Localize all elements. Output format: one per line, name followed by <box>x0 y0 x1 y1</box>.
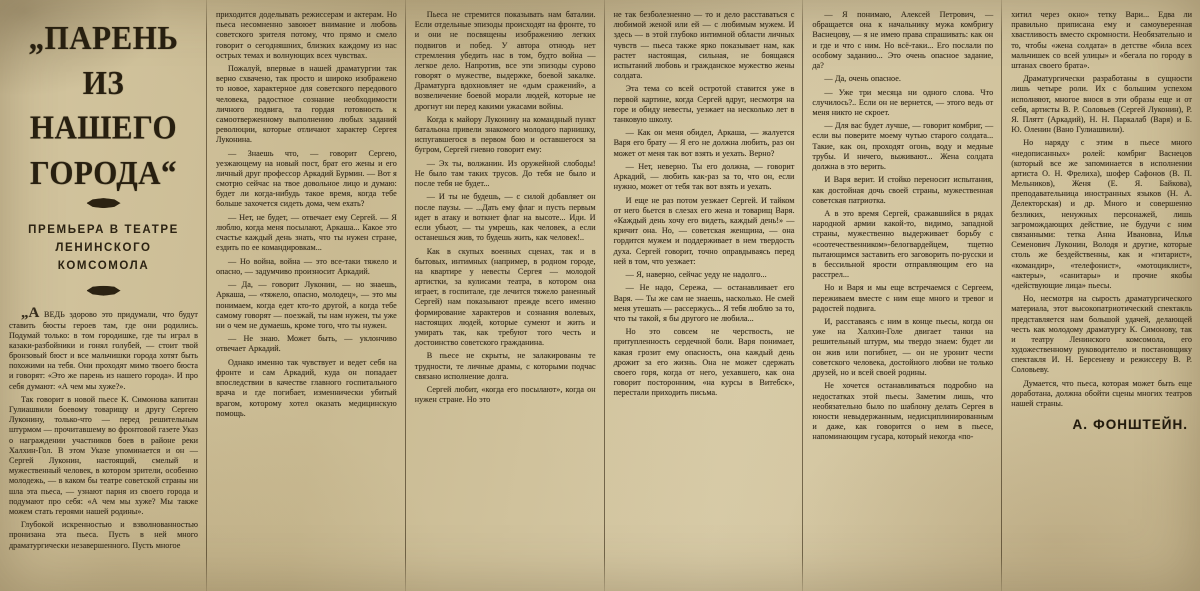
paragraph: Однако именно так чувствует и ведет себя на фронте и сам Аркадий, куда он попадает впоследствии в качестве главного госпитального врача и где погибает, изменнически убитый врагом, которому хотел оказать медицинскую помощь. <box>216 357 397 418</box>
article-body-column-5 <box>812 10 993 442</box>
paragraph: Но, несмотря на сырость драматургического материала, этот высокопатриотический спектакль представляется нам большой удачей, делающей честь как молодому драматургу К. Симонову, так и театру Ленинского комсомола, его художественному руководителю и постановщику спектакля И. Н. Берсеневу и режиссеру В. Р. Соловьеву. <box>1011 294 1192 375</box>
paragraph: Так говорит в новой пьесе К. Симонова капитан Гулиашвили боевому товарищу и другу Сергею Луконину, только-что — перед решительным штурмом — прочитавшему во фронтовой газете Указ о награждении участников боев в районе реки Халхин-Гол. В этом Указе упоминается и он — Сергей Луконин, настоящий, смелый и мужественный человек, в котором зрители, особенно молодежь, — в каком бы театре советской страны ни шла эта пьеса, — узнают парня из своего города и подумают про себя: «А чем мы хуже? Мы также можем стать героями нашей родины». <box>9 394 198 516</box>
paragraph: — Как он меня обидел, Аркаша, — жалуется Варя его брату — Я его не должна любить, раз он может от меня так вот взять и уехать. Верно? <box>613 128 795 158</box>
title-line-2: ИЗ НАШЕГО <box>29 63 178 147</box>
paragraph: — Не надо, Сережа, — останавливает его Варя. — Ты же сам не знаешь, насколько. Не смей меня утешать — рассержусь... Я тебя люблю за то, что ты такой, я бы другого не любила... <box>613 283 795 323</box>
paragraph: — Знаешь что, — говорит Сергею, уезжающему на новый пост, брат его жены и его личный друг профессор Аркадий Бурмин. — Вот я смотрю сейчас на твое довольное лицо и думаю: будет ли когда-нибудь такое время, когда тебе больше захочется сидеть дома, чем ехать? <box>216 148 397 209</box>
article-title <box>9 15 198 194</box>
paragraph: Пьеса не стремится показывать нам баталии. Если отдельные эпизоды происходят на фронте, то и они не посвящены изображению легких подвигов и побед. У автора отнюдь нет стремления убедить нас в том, будто война — легкое дело. Напротив, все эти эпизоды сурово говорят о мужестве, выдержке, боевой закалке. Драматурга вдохновляет не «дым сражений», а возвеличение боевой морали людей, которые не дрогнут ни перед какими ужасами войны. <box>414 10 596 111</box>
paragraph: Эта тема со всей остротой ставится уже в первой картине, когда Сергей вдруг, несмотря на горе и обиду невесты, уезжает на несколько лет в танковую школу. <box>613 84 795 124</box>
article-body-column-4 <box>614 10 795 399</box>
paragraph: Думается, что пьеса, которая может быть еще доработана, должна обойти сцены многих театров нашей страны. <box>1011 378 1192 409</box>
paragraph: — И ты не будешь, — с силой добавляет он после паузы. — ...Дать ему флаг и пусть первым идет в атаку и воткнет флаг на высоте... Иди. И если убьют, — ты умрешь, как человек, а если останешься жив, то будешь жить, как человек!.. <box>414 192 596 243</box>
paragraph: — Но война, война — это все-таки тяжело и опасно, — задумчиво произносит Аркадий. <box>216 256 397 276</box>
paragraph: „А ВЕДЬ здорово это придумали, что будут ставить бюсты героев там, где они родились. Подумай только: в том городишке, где ты играл в казаки-разбойники и гонял голубей, — стоит твой бронзовый бюст и все мальчишки города хотят быть похожими на тебя. Они проходят мимо твоего бюста и говорят: «Это же парень из нашего города». И про себя думают: «А чем мы хуже?». <box>9 304 198 391</box>
text-column-5 <box>803 0 1001 591</box>
paragraph: — Я понимаю, Алексей Петрович, — обращается она к начальнику мужа комбригу Васнецову, — я не имею права спрашивать: как он и где и что с ним. Но всё-таки... Его послали по особому заданию... Это очень опасное задание, да? <box>812 10 994 70</box>
text-column-6 <box>1002 0 1200 591</box>
text-column-2 <box>207 0 405 591</box>
paragraph: — Эх ты, волжанин. Из оружейной слободы! Не было там таких трусов. До тебя не было и после тебя не будет... <box>414 158 596 189</box>
diamond-ornament-icon <box>87 198 121 208</box>
paragraph: Как в скупых военных сценах, так и в бытовых, интимных (например, в родном городе, на квартире у невесты Сергея — молодой артистки, за кулисами театра, в котором она играет, в госпитале, где лечится тяжело раненный Сергей) нам показывают прежде всего именно формирование характеров и сознания волевых, настоящих людей, которые сумеют и жить и умирать так, как требуют того честь и достоинство советского гражданина. <box>414 246 596 348</box>
diamond-ornament-icon <box>87 286 121 296</box>
article-body-column-1 <box>9 306 198 551</box>
headline-column <box>0 0 206 591</box>
paragraph: Драматургически разработаны в сущности лишь четыре роли. Их с большим успехом исполняют, многое внося в эти образы еще и от себя, артисты В. Р. Соловьев (Сергей Луконин), Р. Я. Плятт (Аркадий), Н. Н. Паркалаб (Варя) и Б. Ю. Оленин (Вано Гулиашвили). <box>1011 74 1192 135</box>
paragraph: И еще не раз потом уезжает Сергей. И тайком от него бьется в слезах его жена и товарищ Варя. «Каждый день хочу его видеть, каждый день!» — кричит она. Но, — советская женщина, — она гордится мужем и поддерживает в нем твердость духа. Сергей говорит, точно оправдываясь перед ней в том, что уезжает: <box>613 195 795 266</box>
paragraph: И Варя верит. И стойко переносит испытания, как достойная дочь своей страны, мужественная советская патриотка. <box>812 175 994 205</box>
paragraph: Но это совсем не черствость, не притупленность сердечной боли. Варя понимает, какая грозит ему опасность, она каждый день дрожит за его жизнь. Она не может сдержать своего горя, когда от него, уехавшего, как она говорит посторонним, «на курсы в Витебск», перестали приходить письма. <box>613 327 795 398</box>
paragraph: Когда к майору Луконину на командный пункт батальона привели знакомого молодого парнишку, испугавшегося в первом бою и оставшегося за бугром, Сергей гневно говорит ему: <box>414 114 596 155</box>
title-line-3: ГОРОДА“ <box>29 153 178 191</box>
paragraph: Не хочется останавливаться подробно на недостатках этой пьесы. Заметим лишь, что необязательно было по шаблону делать Сергея в юности невыдержанным, недисциплинированным и даже, как говорится о нем в пьесе, напоминающим гусара, который некогда «по- <box>812 381 994 442</box>
paragraph: А в это время Сергей, сражавшийся в рядах народной армии какой-то, видимо, западной страны, мужественно выдерживает борьбу с «соотечественником»-белогвардейцем, тщетно пытающимся заставить его заговорить по-русски и в бессильной ярости отправляющим его на расстрел... <box>812 209 994 280</box>
article-body-column-6 <box>1011 10 1192 434</box>
paragraph: — Да, очень опасное. <box>824 74 901 84</box>
paragraph: Но и Варя и мы еще встречаемся с Сергеем, переживаем вместе с ним еще много и тревог и радостей подвига. <box>812 283 994 313</box>
paragraph: — Нет, не будет, — отвечает ему Сергей. — Я люблю, когда меня посылают, Аркаша... Какое это счастье каждый день знать, что ты нужен стране, ездить по ее командировкам... <box>216 212 397 253</box>
paragraph: — Я, наверно, сейчас уеду не надолго... <box>625 270 767 280</box>
paragraph: Но наряду с этим в пьесе много «недописанных» ролей: комбриг Васнецов (который все же запоминается в исполнении артиста О. Н. Фрелиха), шофер Сафонов (В. П. Мельников), Женя (Е. Я. Байкова), преподавательница иностранных языков (Н. А. Делекторская) и др. Много и совершенно безликих, ненужных персонажей, лишь загромождающих действие, не будучи с ним связанными: тетка Анна Ивановна, Илья Семенович Луконин, Володя и другие, которые столь же бездейственны, как и «гитарист», «командир», «телефонист», «мотоциклист», «актеры», «санитары» и прочие якобы «действующие лица» пьесы. <box>1011 138 1192 290</box>
text-column-4 <box>605 0 803 591</box>
paragraph: И, расставаясь с ним в конце пьесы, когда он уже на Халхин-Голе двигает танки на решительный штурм, мы твердо знаем: будет ли он жив или погибнет, — он не уронит чести советского человека, достойного любви не только друзей, но и всей своей родины. <box>812 317 994 377</box>
paragraph: — Не знаю. Может быть, — уклончиво отвечает Аркадий. <box>216 334 397 354</box>
title-line-1: „ПАРЕНЬ <box>28 18 179 57</box>
paragraph: хитил через окно» тетку Вари... Едва ли правильно приписана ему и самоуверенная хвастливость вместо скромности. Необязательно и то, чтобы «жена солдата» в детстве «била всех мальчишек со всей улицы» и «бегала по городу в штанах своего брата». <box>1011 10 1192 70</box>
paragraph: — Для вас будет лучше, — говорит комбриг, — если вы поверите моему чутью старого солдата... Такие, как он, проходят огонь, воду и медные трубы. И ничего, выживают... Жена солдата должна в это верить. <box>812 121 994 171</box>
paragraph: Сергей любит, «когда его посылают», когда он нужен стране. Но это <box>414 385 596 405</box>
paragraph: — Да, — говорит Луконин, — но знаешь, Аркаша, — «тяжело, опасно, молодец», — это мы понимаем, когда едет кто-то другой, а когда тебе самому говорят — поезжай, ты нам нужен, ты уже ни о чем не думаешь, кроме того, что ты нужен. <box>216 280 397 330</box>
article-body-column-3 <box>415 10 596 405</box>
text-column-3 <box>406 0 604 591</box>
article-subtitle: ПРЕМЬЕРА В ТЕАТРЕ ЛЕНИНСКОГО КОМСОМОЛА <box>28 224 179 272</box>
paragraph: В пьесе не скрыты, не залакированы те трудности, те личные драмы, с которыми подчас связано исполнение долга. <box>414 351 596 381</box>
paragraph: не так безболезненно — то и дело расставаться с любимой женой или ей — с любимым мужем. И здесь — в этой глубоко интимной области личных чувств — пьеса также ярко показывает нам, как растет настоящая, сильная, не боящаяся испытаний любовь и гражданское мужество жены солдата. <box>613 10 795 81</box>
paragraph: Глубокой искренностью и взволнованностью пронизана эта пьеса. Пусть в ней много драматургически незавершенного. Пусть многое <box>9 520 198 550</box>
article-body-column-2 <box>216 10 397 419</box>
paragraph: — Нет, неверно. Ты его должна, — говорит Аркадий, — любить как-раз за то, что он, если нужно, может от тебя так вот взять и уехать. <box>613 161 795 192</box>
paragraph: Пожалуй, впервые в нашей драматургии так верно схвачено, так просто и широко изображено то новое, характерное для советского передового человека, радостное сознание необходимости личного подвига, та гордая готовность к самоотверженному выполнению любых заданий революции, которые отличают характер Сергея Луконина. <box>216 64 397 145</box>
byline: А. ФОНШТЕЙН. <box>1072 417 1188 433</box>
paragraph: приходится доделывать режиссерам и актерам. Но пьеса несомненно завоюет внимание и любовь советского зрителя потому, что прямо и смело говорит о сегодняшних, близких каждому из нас острых темах и волнующих всех чувствах. <box>216 10 397 60</box>
paragraph: — Уже три месяца ни одного слова. Что случилось?.. Если он не вернется, — этого ведь от меня никто не скроет. <box>812 87 994 117</box>
